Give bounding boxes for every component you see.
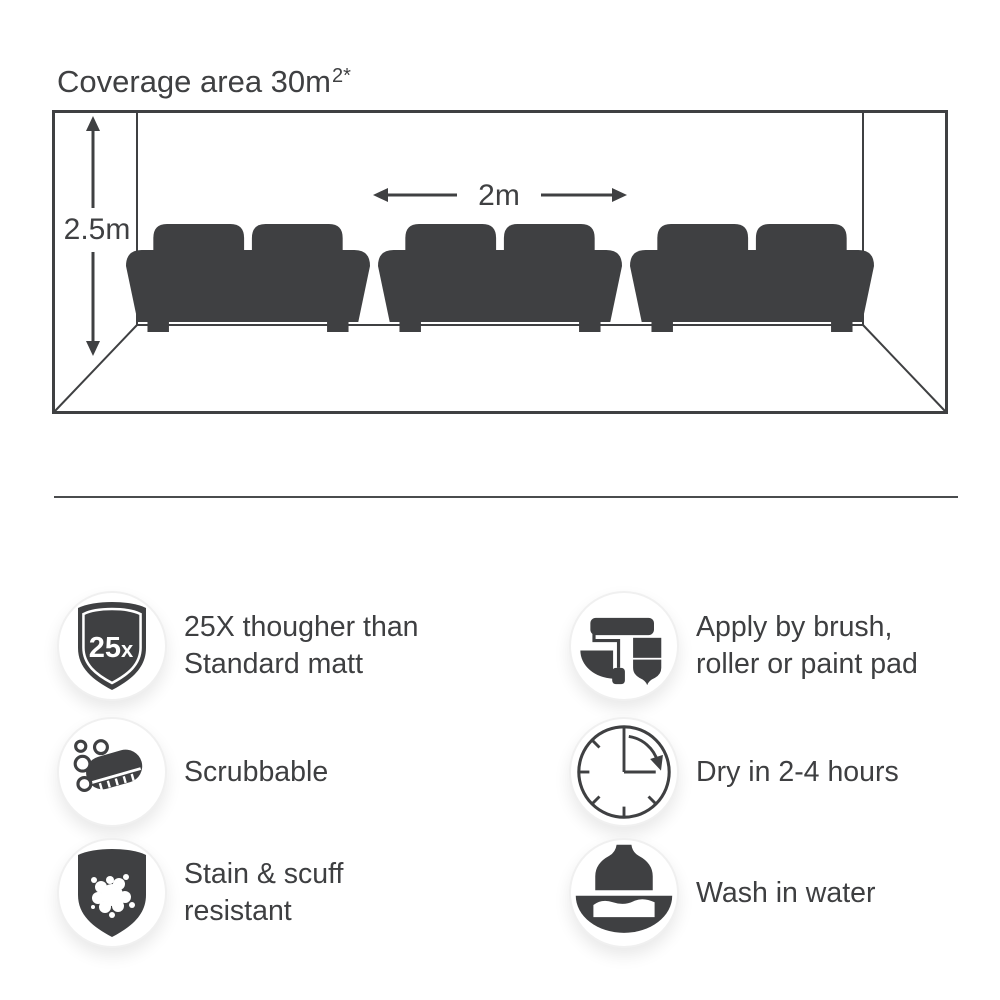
badge-x-suffix: x — [121, 637, 134, 662]
feature-toughness-badge — [57, 591, 167, 701]
clock-icon — [574, 722, 674, 822]
badge-25-value: 25 — [88, 632, 122, 664]
feature-toughness — [57, 591, 419, 701]
section-divider — [54, 496, 958, 498]
feature-dry-time — [569, 717, 899, 827]
feature-stain-resistant-badge — [57, 838, 167, 948]
feature-wash — [569, 838, 876, 948]
feature-dry-time-text: Dry in 2-4 hours — [696, 755, 899, 788]
wash-bowl-icon — [572, 842, 676, 944]
feature-wash-badge — [569, 838, 679, 948]
coverage-title-text: Coverage area 30m — [57, 64, 331, 99]
height-dimension-label: 2.5m — [63, 213, 131, 246]
paint-roller-icon — [574, 596, 674, 696]
shield-splat-icon — [72, 847, 152, 939]
feature-wash-text: Wash in water — [696, 876, 876, 909]
feature-apply-badge — [569, 591, 679, 701]
feature-dry-time-badge — [569, 717, 679, 827]
feature-apply — [569, 591, 918, 701]
room-coverage-diagram — [0, 0, 1000, 450]
feature-stain-resistant — [57, 838, 343, 948]
feature-scrubbable-badge — [57, 717, 167, 827]
shield-25x-icon — [72, 600, 152, 692]
coverage-title-superscript: 2* — [332, 65, 351, 87]
width-dimension-label: 2m — [478, 179, 520, 212]
feature-stain-resistant-text: Stain & scuff resistant — [184, 858, 344, 927]
feature-apply-text: Apply by brush, roller or paint pad — [696, 611, 918, 680]
sponge-icon — [66, 726, 158, 818]
feature-toughness-text: 25X thougher than Standard matt — [184, 611, 419, 680]
svg-text:25x — [89, 632, 134, 664]
feature-scrubbable — [57, 717, 328, 827]
feature-scrubbable-text: Scrubbable — [184, 755, 329, 788]
